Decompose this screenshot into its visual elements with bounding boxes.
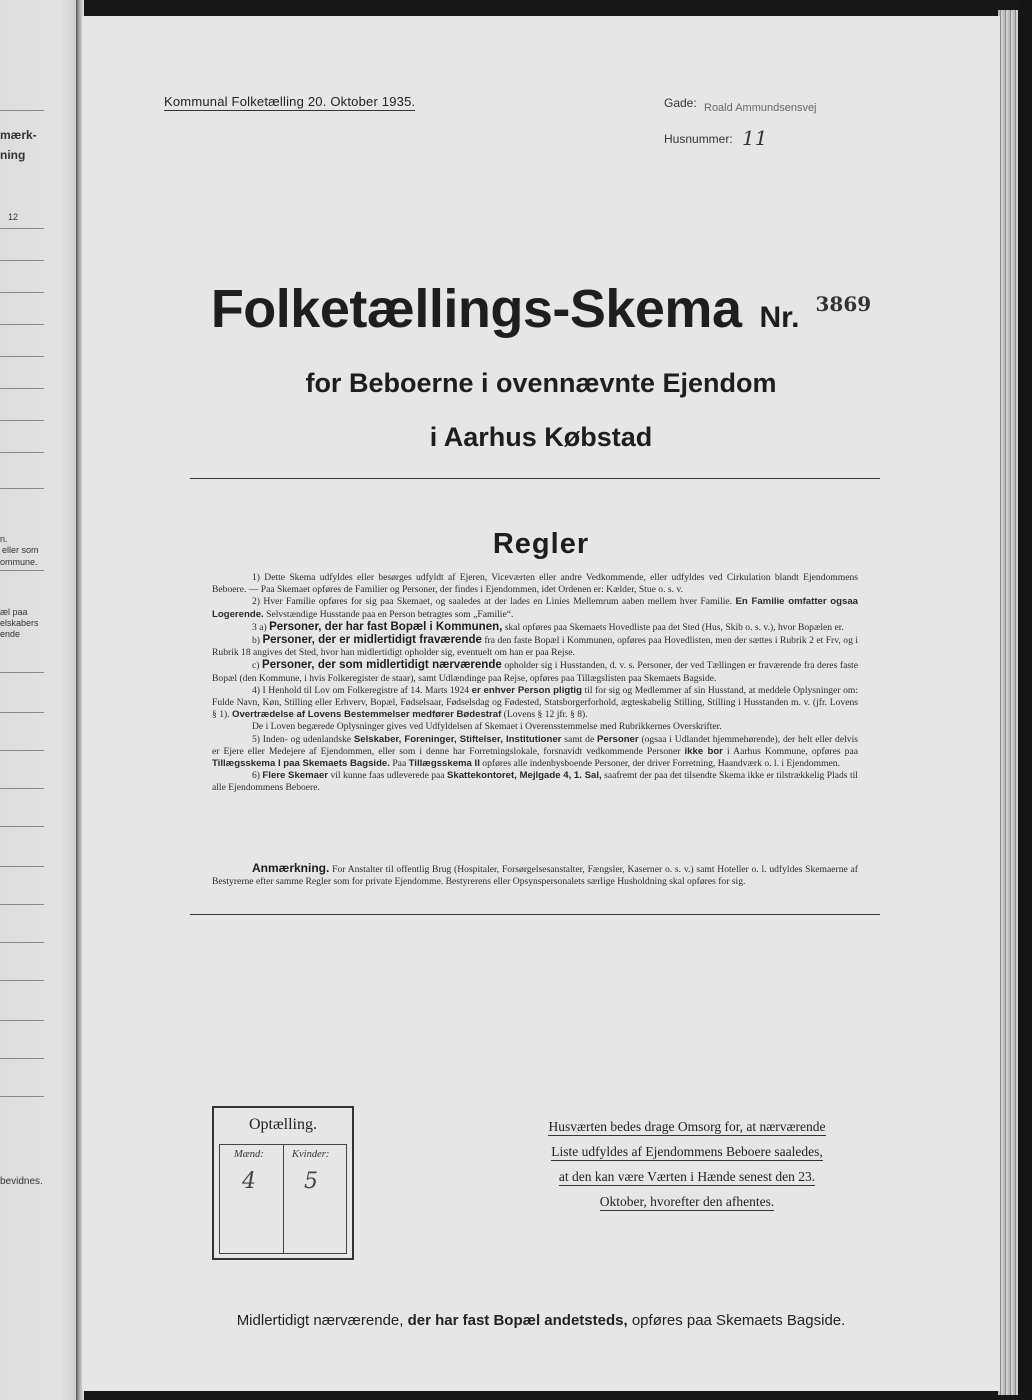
note-label: Anmærkning.	[252, 861, 330, 875]
left-rule	[0, 292, 44, 293]
left-margin-text: eller som	[2, 545, 39, 555]
tally-title: Optælling.	[248, 1116, 317, 1133]
form-subtitle: for Beboerne i ovennævnte Ejendom	[305, 368, 777, 398]
left-rule	[0, 420, 44, 421]
left-margin-text: 12	[8, 212, 19, 222]
left-rule	[0, 452, 44, 453]
divider-rule	[190, 478, 880, 479]
men-count: 4	[242, 1169, 256, 1194]
rule-paragraph: 6) Flere Skemaer vil kunne faas udleverede paa Skattekontoret, Mejlgade 4, 1. Sal, saafremt der paa det tilsendte Skema ikke er tilstrækkelig Plads til alle Ejendommens Beboere.	[212, 770, 858, 794]
women-label: Kvinder:	[292, 1149, 330, 1160]
rule-paragraph: c) Personer, der som midlertidigt nærværende opholder sig i Husstanden, d. v. s. Personer, der ved Tællingen er fraværende fra deres faste Bopæl (den Kommune, i hvis Folkeregister de staar), samt Udlændinge paa Rejse, opføres paa Tillægslisten paa Skemaets Bagside.	[212, 659, 858, 684]
left-margin-text: ommune.	[0, 557, 38, 567]
rule-paragraph: 5) Inden- og udenlandske Selskaber, Foreninger, Stiftelser, Institutioner samt de Personer (ogsaa i Udlandet hjemmehørende), der helt eller delvis er Ejere eller Medejere af Ejendommen, eller som i denne har Forretningslokale, forsnavidt vedkommende Personer ikke bor i Aarhus Kommune, opføres paa Tillægsskema I paa Skemaets Bagside. Paa Tillægsskema II opføres alle indenbysboende Personer, der driver Forretning, Haandværk o. l. i Ejendommen.	[212, 733, 858, 770]
street-label: Gade:	[664, 96, 697, 110]
rule-paragraph: De i Loven begærede Oplysninger gives ved Udfyldelsen af Skemaet i Overensstemmelse med Rubrikkernes Overskrifter.	[252, 721, 722, 733]
note-text: For Anstalter til offentlig Brug (Hospitaler, Forsørgelsesanstalter, Fængsler, Kaserner o. s. v.) samt Hoteller o. l. udfyldes Skemaerne af Bestyrerne efter samme Regler som for private Ejendomme. Bestyrerens eller Opsynspersonalets særlige Husholdning skal opføres for sig.	[212, 864, 858, 888]
form-title	[82, 278, 1000, 340]
left-rule	[0, 570, 44, 571]
left-rule	[0, 228, 44, 229]
page-edges	[998, 10, 1020, 1395]
women-count: 5	[304, 1169, 318, 1194]
left-rule	[0, 904, 44, 905]
left-margin-text: n.	[0, 534, 8, 544]
left-rule	[0, 324, 44, 325]
left-rule	[0, 942, 44, 943]
form-title-main: Folketællings-Skema	[210, 279, 742, 339]
tally-divider	[283, 1145, 284, 1253]
scan-border	[1018, 0, 1032, 1400]
left-margin-text: mærk-	[0, 128, 37, 142]
left-rule	[0, 788, 44, 789]
rule-paragraph: 1) Dette Skema udfyldes eller besørges udfyldt af Ejeren, Viceværten eller andre Vedkommende, eller udfyldes ved Cirkulation blandt Ejendommens Beboere. — Paa Skemaet opføres de Familier og Personer, der findes i Ejendommen, idet Ordenen er: Kælder, Stue o. s. v.	[212, 572, 858, 596]
men-label: Mænd:	[234, 1149, 264, 1160]
left-rule	[0, 750, 44, 751]
left-rule	[0, 488, 44, 489]
rules-heading: Regler	[492, 528, 590, 560]
left-rule	[0, 826, 44, 827]
divider-rule	[190, 914, 880, 915]
notice-line: Liste udfyldes af Ejendommens Beboere saaledes,	[551, 1144, 823, 1159]
left-rule	[0, 866, 44, 867]
form-location: i Aarhus Købstad	[429, 422, 653, 452]
footer-note: Midlertidigt nærværende, der har fast Bopæl andetsteds, opføres paa Skemaets Bagside.	[236, 1312, 846, 1329]
tally-grid	[219, 1144, 347, 1254]
left-rule	[0, 980, 44, 981]
census-header: Kommunal Folketælling 20. Oktober 1935.	[164, 94, 416, 109]
rules-text	[212, 572, 858, 795]
rule-paragraph: 3 a) Personer, der har fast Bopæl i Kommunen, skal opføres paa Skemaets Hovedliste paa det Sted (Hus, Skib o. s. v.), hvor Bopælen er.	[252, 620, 844, 633]
note-paragraph	[212, 862, 858, 888]
rule-paragraph: b) Personer, der er midlertidigt fraværende fra den faste Bopæl i Kommunen, opføres paa Hovedlisten, men der sættes i Rubrik 2 et Frv, og i Rubrik 18 angives det Sted, hvor han midlertidigt opholder sig, eventuelt om han er paa Rejse.	[212, 634, 858, 659]
left-margin-text: ende	[0, 629, 21, 639]
left-margin-text: ning	[0, 148, 26, 162]
left-margin-text: elskabers	[0, 618, 39, 628]
tally-box	[212, 1106, 354, 1260]
form-number-label: Nr.	[759, 301, 800, 334]
form-number-value: 3869	[815, 292, 872, 316]
notice-line: Husværten bedes drage Omsorg for, at nærværende	[548, 1119, 826, 1134]
house-number-label: Husnummer:	[664, 132, 733, 146]
left-rule	[0, 356, 44, 357]
left-rule	[0, 260, 44, 261]
rule-paragraph: 2) Hver Familie opføres for sig paa Skemaet, og saaledes at der lades en Linies Mellemrum aaben mellem hver Familie. En Familie omfatter ogsaa Logerende. Selvstændige Husstande paa en Person betragtes som „Familie“.	[212, 596, 859, 620]
house-number-value: 11	[742, 126, 768, 150]
left-margin-text: æl paa	[0, 607, 28, 617]
notice-line: Oktober, hvorefter den afhentes.	[599, 1194, 775, 1209]
street-value: Roald Ammundsensvej	[704, 102, 817, 114]
left-rule	[0, 1096, 44, 1097]
census-form-page	[82, 16, 1000, 1391]
left-rule	[0, 712, 44, 713]
left-rule	[0, 1058, 44, 1059]
rule-paragraph: 4) I Henhold til Lov om Folkeregistre af 14. Marts 1924 er enhver Person pligtig til for sig og Medlemmer af sin Husstand, at meddele Oplysninger om: Fulde Navn, Køn, Stilling eller Erhverv, Bopæl, Fødselsaar, Fødselsdag og Fødested, Statsborgerforhold, ægteskabelig Stilling, Stilling i Husstanden m. v. (jfr. Lovens § 1). Overtrædelse af Lovens Bestemmelser medfører Bødestraf (Lovens § 12 jfr. § 8).	[212, 684, 859, 721]
left-rule	[0, 110, 44, 111]
left-rule	[0, 672, 44, 673]
landlord-notice	[512, 1114, 862, 1214]
left-facing-page	[0, 0, 76, 1400]
left-rule	[0, 388, 44, 389]
notice-line: at den kan være Værten i Hænde senest den 23.	[558, 1169, 816, 1184]
left-rule	[0, 1020, 44, 1021]
left-margin-text: bevidnes.	[0, 1176, 43, 1187]
